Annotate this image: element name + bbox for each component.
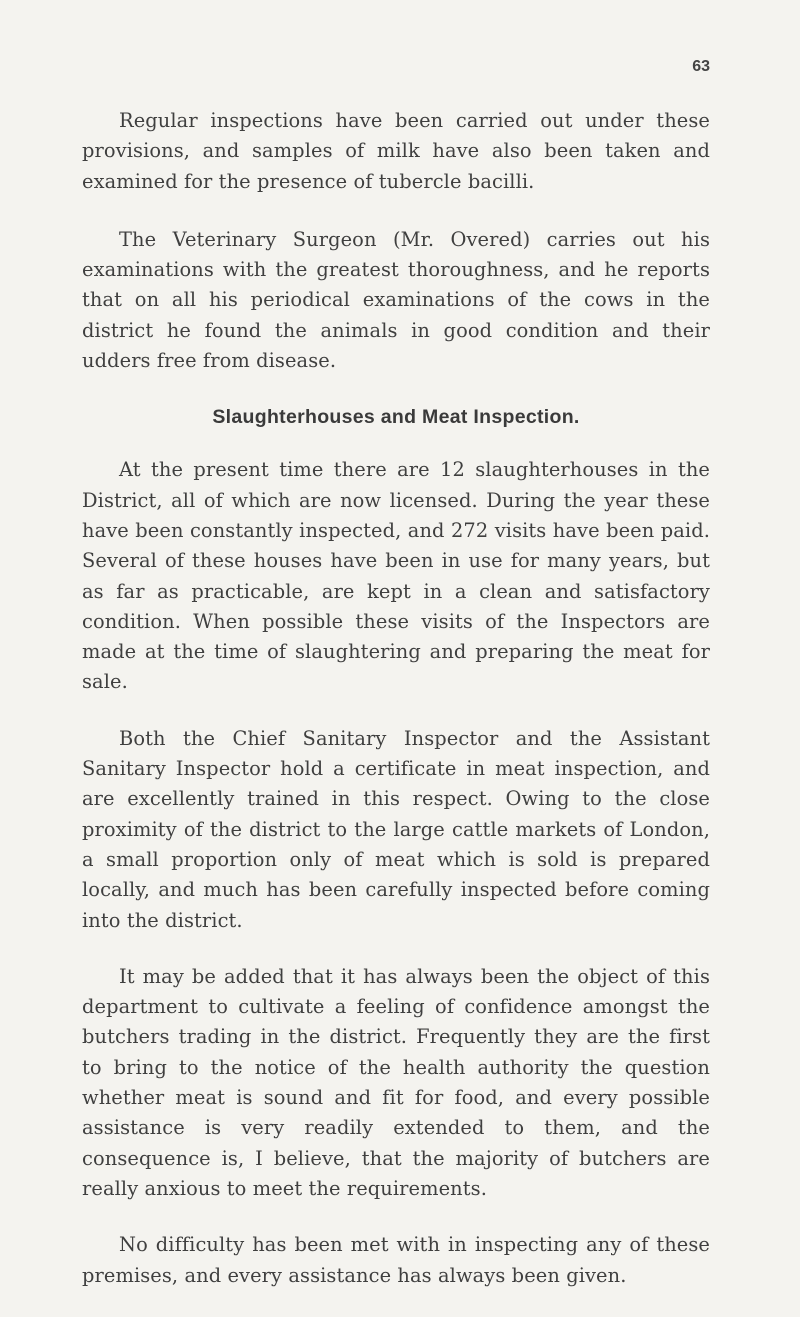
paragraph-milk-inspections: Regular inspections have been carried out under these provisions, and samples of milk have also been taken and examined for the presence of tubercle bacilli. — [82, 109, 710, 193]
paragraph-inspectors-certificate: Both the Chief Sanitary Inspector and the Assistant Sanitary Inspector hold a certificate in meat inspection, and are excellently trained in this respect. Owing to the close proximity of the district to the large cattle markets of London, a small proportion only of meat which is sold is prepared locally, and much has been carefully inspected before coming into the district. — [82, 726, 710, 932]
section-heading: Slaughterhouses and Meat Inspection. — [212, 406, 580, 429]
paragraph-department-confidence: It may be added that it has always been the object of this department to cultivate a feeling of confidence amongst the butchers trading in the district. Frequently they are the first to bring to the notice of the health authority the question whether meat is sound and fit for food, and every possible assistance is very readily extended to them, and the consequence is, I believe, that the majority of butchers are really anxious to meet the requirements. — [82, 964, 710, 1200]
paragraph-no-difficulty: No difficulty has been met with in inspecting any of these premises, and every assistance has always been given. — [82, 1233, 710, 1287]
paragraph-veterinary-surgeon: The Veterinary Surgeon (Mr. Overed) carries out his examinations with the greatest thoroughness, and he reports that on all his periodical examinations of the cows in the district he found the animals in good condition and their udders free from disease. — [82, 227, 710, 373]
paragraph-slaughterhouses: At the present time there are 12 slaughterhouses in the District, all of which are now licensed. During the year these have been constantly inspected, and 272 visits have been paid. Several of these houses have been in use for many years, but as far as practicable, are kept in a clean and satisfactory condition. When possible these visits of the Inspectors are made at the time of slaughtering and preparing the meat for sale. — [82, 458, 710, 694]
page-body — [82, 106, 710, 1317]
page-number: 63 — [692, 58, 710, 75]
